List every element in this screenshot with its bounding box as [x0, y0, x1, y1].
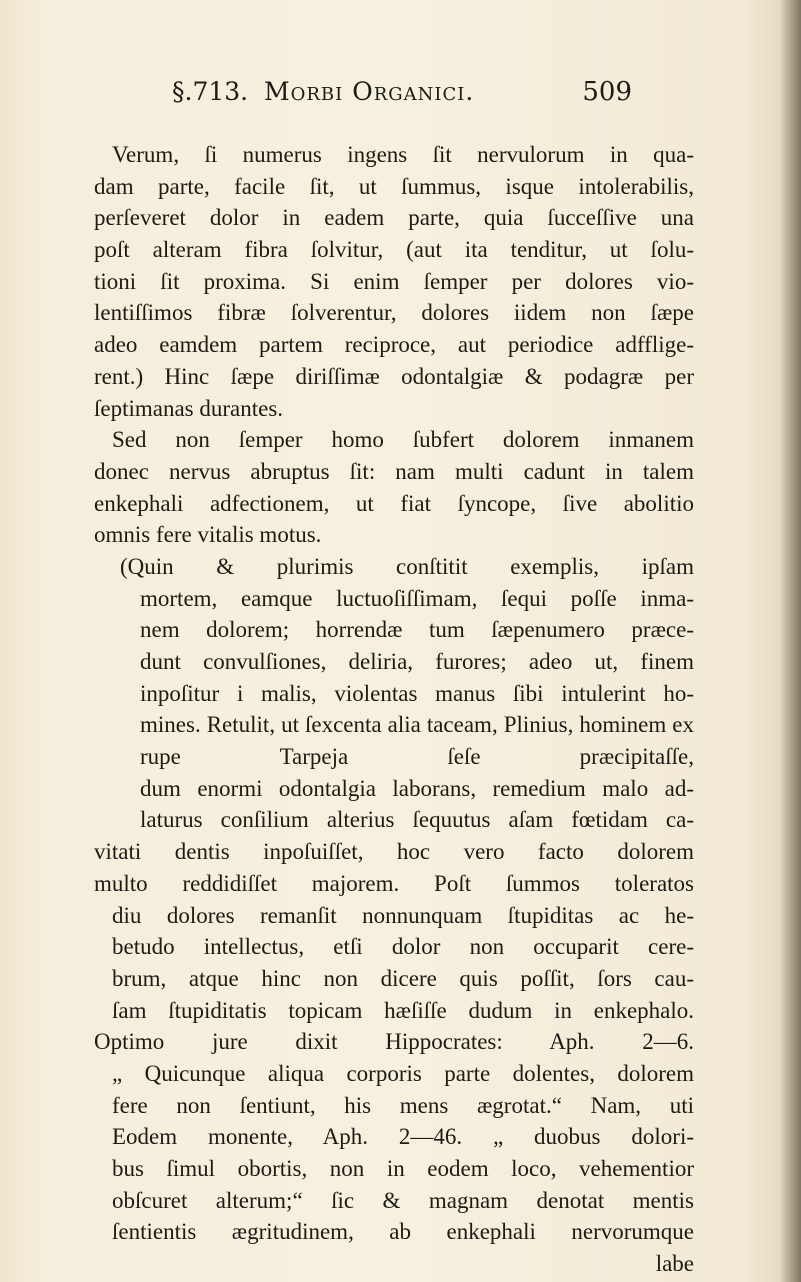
text-line: ſeptimanas durantes. [94, 395, 284, 421]
text-line: Eodem monente, Aph. 2—46. „ duobus dolori- [112, 1124, 694, 1150]
text-line: rent.) Hinc ſæpe diriſſimæ odontalgiæ & podagræ per [94, 363, 694, 389]
text-line: tioni ſit proxima. Si enim ſemper per dolores vio- [94, 268, 694, 294]
catchword: labe [655, 1251, 694, 1277]
text-line: donec nervus abruptus ſit: nam multi cadunt in talem [94, 458, 694, 484]
text-line: poſt alteram fibra ſolvitur, (aut ita tenditur, ut ſolu- [94, 237, 694, 263]
text-line: mortem, eamque luctuoſiſſimam, ſequi poſſe inma- [140, 585, 694, 611]
page-edge-shadow [779, 0, 801, 1282]
text-line: dam parte, facile ſit, ut ſummus, isque intolerabilis, [94, 173, 694, 199]
body-text [94, 139, 694, 1280]
running-head [172, 72, 632, 112]
text-line: Optimo jure dixit Hippocrates: Aph. 2—6. [94, 1029, 694, 1055]
text-line: dum enormi odontalgia laborans, remedium malo ad- [140, 775, 694, 801]
text-line: fere non ſentiunt, his mens ægrotat.“ Nam, uti [112, 1092, 694, 1118]
text-line: nem dolorem; horrendæ tum ſæpenumero præce- [140, 617, 694, 643]
text-line: lentiſſimos fibræ ſolverentur, dolores iidem non ſæpe [94, 300, 694, 326]
text-line: multo reddidiſſet majorem. Poſt ſummos toleratos [94, 870, 694, 896]
text-line: omnis fere vitalis motus. [94, 522, 322, 548]
text-line: „ Quicunque aliqua corporis parte dolentes, dolorem [112, 1060, 694, 1086]
text-line: ſentientis ægritudinem, ab enkephali nervorumque [112, 1219, 694, 1245]
text-line: bus ſimul obortis, non in eodem loco, vehementior [112, 1156, 694, 1182]
text-line: vitati dentis inpoſuiſſet, hoc vero facto dolorem [94, 839, 694, 865]
text-line: laturus conſilium alterius ſequutus aſam fœtidam ca- [140, 807, 694, 833]
text-line: Sed non ſemper homo ſubfert dolorem inmanem [112, 427, 694, 453]
text-line: dunt convulſiones, deliria, furores; adeo ut, finem [140, 649, 694, 674]
running-title: Morbi Organici. [264, 77, 475, 106]
text-line: inpoſitur i malis, violentas manus ſibi intulerint ho- [140, 680, 694, 706]
text-line: Verum, ſi numerus ingens ſit nervulorum in qua- [112, 142, 694, 167]
text-line: (Quin & plurimis conſtitit exemplis, ipſam [120, 553, 694, 579]
text-line: mines. Retulit, ut ſexcenta alia taceam, Plinius, hominem ex rupe Tarpeja ſeſe præcipitaſſe, [140, 712, 694, 770]
text-line: brum, atque hinc non dicere quis poſſit, ſors cau- [112, 965, 694, 991]
page-number: 509 [582, 77, 632, 107]
text-line: adeo eamdem partem reciproce, aut periodice adfflige- [94, 332, 694, 358]
text-line: obſcuret alterum;“ ſic & magnam denotat mentis [112, 1187, 694, 1213]
text-line: diu dolores remanſit nonnunquam ſtupiditas ac he- [112, 902, 694, 928]
text-line: enkephali adfectionem, ut fiat ſyncope, ſive abolitio [94, 490, 694, 516]
text-line: perſeveret dolor in eadem parte, quia ſucceſſive una [94, 205, 694, 231]
text-line: betudo intellectus, etſi dolor non occuparit cere- [112, 934, 694, 960]
text-line: ſam ſtupiditatis topicam hæſiſſe dudum in enkephalo. [112, 997, 694, 1023]
section-number: §.713. [172, 77, 249, 106]
